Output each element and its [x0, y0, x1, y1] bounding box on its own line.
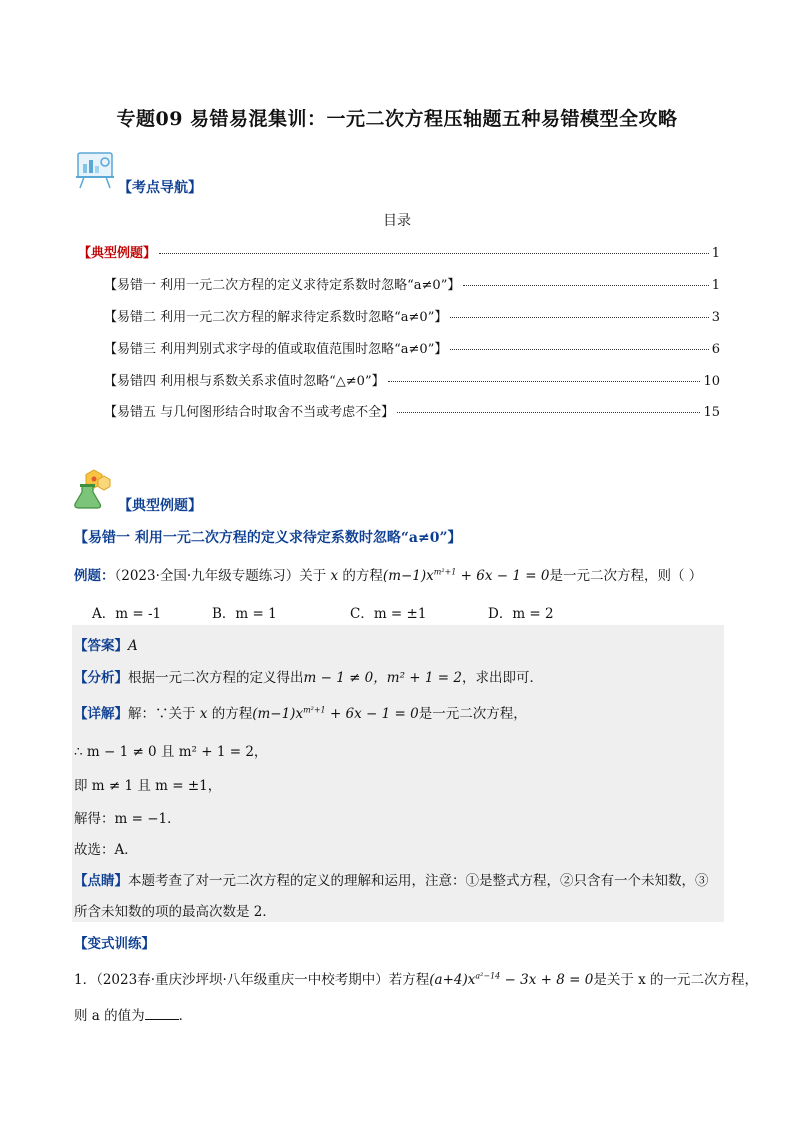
section-label-navigation: 【考点导航】	[118, 180, 202, 196]
toc-row[interactable]	[104, 401, 720, 420]
toc-row-page: 1	[711, 278, 720, 293]
detail-line-5: 故选：A．	[74, 842, 138, 858]
exercise-1-line2-pre: 则 a 的值为	[74, 1008, 145, 1024]
flask-molecule-icon	[72, 468, 116, 510]
toc-row-page: 6	[711, 342, 720, 357]
toc-leader	[388, 381, 701, 382]
toc-leader	[397, 412, 700, 413]
toc-row-text: 【易错二 利用一元二次方程的解求待定系数时忽略“a≠0”】	[104, 310, 448, 325]
option-d[interactable]: D．m = 2	[488, 606, 554, 622]
toc-row-page: 10	[703, 374, 720, 389]
toc-row-page: 15	[703, 405, 720, 420]
toc-row-page: 1	[711, 246, 720, 261]
answer-value: A	[128, 638, 138, 654]
toc-row-text: 【易错三 利用判别式求字母的值或取值范围时忽略“a≠0”】	[104, 342, 448, 357]
detail-l1-post: 是一元二次方程，	[418, 706, 527, 722]
detail-line-1	[74, 702, 527, 722]
page-title: 专题09 易错易混集训：一元二次方程压轴题五种易错模型全攻略	[116, 108, 678, 130]
toc-row[interactable]	[78, 242, 720, 261]
example-end: 是一元二次方程，则（ ）	[549, 568, 703, 584]
toc-row[interactable]	[104, 274, 720, 293]
variation-label: 【变式训练】	[74, 936, 155, 952]
analysis-math: m − 1 ≠ 0，m² + 1 = 2	[303, 670, 462, 686]
analysis-pre: 根据一元二次方程的定义得出	[128, 670, 304, 686]
toc-leader	[450, 349, 708, 350]
comment-label: 【点睛】	[74, 873, 128, 889]
toc-row-text: 【易错一 利用一元二次方程的定义求待定系数时忽略“a≠0”】	[104, 278, 461, 293]
exercise-1-line2-post: ．	[178, 1008, 193, 1024]
option-a[interactable]: A．m = -1	[92, 606, 162, 622]
example-question	[74, 564, 702, 584]
math-var-x: x	[195, 706, 212, 722]
answer-blank[interactable]	[145, 1007, 179, 1020]
exercise-1-line-2	[74, 1004, 192, 1024]
comment-line-1	[74, 869, 726, 889]
section-label-examples: 【典型例题】	[118, 498, 202, 514]
toc-row-page: 3	[711, 310, 720, 325]
math-var-x: x	[330, 568, 339, 584]
toc-row[interactable]	[104, 306, 720, 325]
toc-leader	[450, 317, 708, 318]
toc-heading: 目录	[383, 213, 411, 229]
equation: $(m-1)x^{m^2+1} + 6x - 1 = 0$	[252, 705, 419, 722]
presentation-board-icon	[74, 150, 118, 190]
answer-line	[74, 634, 138, 654]
toc-row-text: 【易错五 与几何图形结合时取舍不当或考虑不全】	[104, 405, 395, 420]
equation: $(a+4)x^{a^2-14} - 3x + 8 = 0$	[429, 971, 594, 988]
toc-row[interactable]	[104, 370, 720, 389]
toc-row-text: 【易错四 利用根与系数关系求值时忽略“△≠0”】	[104, 374, 385, 389]
detail-line-2: ∴ m − 1 ≠ 0 且 m² + 1 = 2，	[74, 744, 268, 760]
exercise-1-pre: 1．（2023春·重庆沙坪坝·八年级重庆一中校考期中）若方程	[74, 972, 430, 988]
detail-line-4: 解得：m = −1．	[74, 811, 181, 827]
comment-text: 本题考查了对一元二次方程的定义的理解和运用，注意：①是整式方程，②只含有一个未知数，③	[128, 873, 709, 889]
detail-l1-mid: 的方程	[211, 706, 253, 722]
exercise-1-post: 是关于 x 的一元二次方程，	[593, 972, 759, 988]
toc-row-text: 【典型例题】	[78, 246, 157, 261]
toc-leader	[463, 285, 708, 286]
example-mid: 的方程	[342, 568, 383, 584]
comment-line-2: 所含未知数的项的最高次数是 2．	[74, 904, 276, 920]
detail-line-3: 即 m ≠ 1 且 m = ±1，	[74, 778, 222, 794]
analysis-line	[74, 666, 543, 686]
option-b[interactable]: B．m = 1	[212, 606, 277, 622]
equation: $(m-1)x^{m^2+1} + 6x - 1 = 0$	[382, 567, 550, 584]
detail-label: 【详解】	[74, 706, 128, 722]
toc-row[interactable]	[104, 338, 720, 357]
toc-leader	[159, 253, 709, 254]
detail-l1-pre: 解：∵关于	[128, 706, 196, 722]
exercise-1-line-1	[74, 968, 758, 988]
analysis-label: 【分析】	[74, 670, 128, 686]
analysis-post: ，求出即可．	[461, 670, 543, 686]
example-label: 例题：	[74, 568, 115, 584]
answer-label: 【答案】	[74, 638, 128, 654]
option-c[interactable]: C．m = ±1	[350, 606, 427, 622]
item-heading: 【易错一 利用一元二次方程的定义求待定系数时忽略“a≠0”】	[74, 530, 462, 546]
example-source: （2023·全国·九年级专题练习）关于	[114, 568, 327, 584]
